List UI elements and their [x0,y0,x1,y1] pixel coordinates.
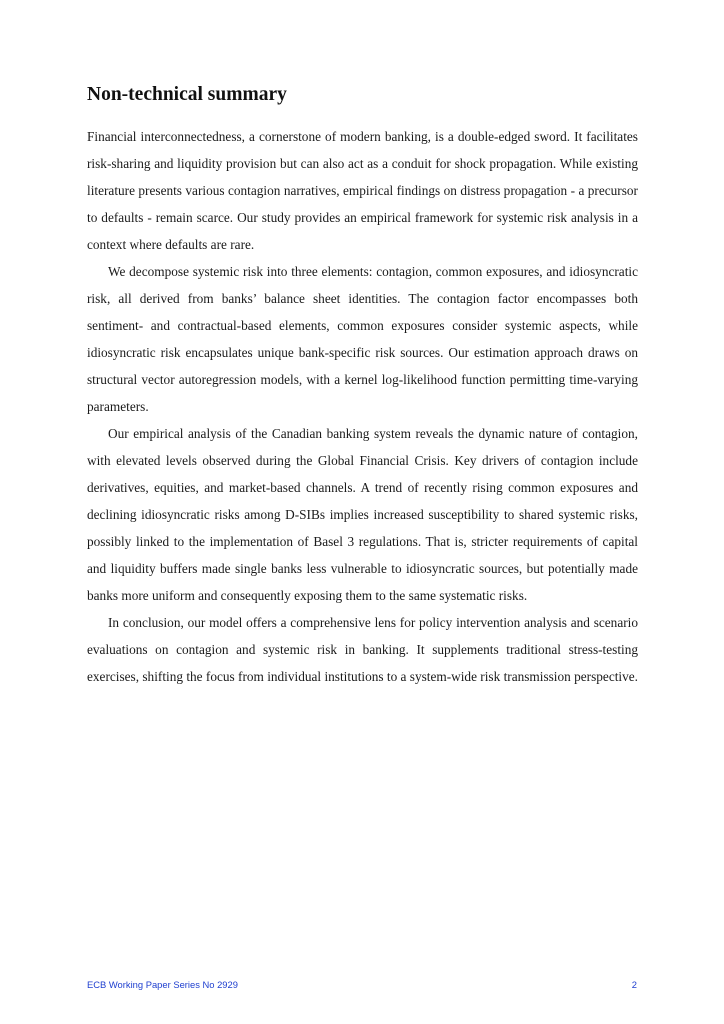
paragraph-2: We decompose systemic risk into three elements: contagion, common exposures, and idiosyncratic risk, all derived from banks’ balance sheet identities. The contagion factor encompasses both sentiment- and contractual-based elements, common exposures consider systemic aspects, while idiosyncratic risk encapsulates unique bank-specific risk sources. Our estimation approach draws on structural vector autoregression models, with a kernel log-likelihood function permitting time-varying parameters. [87,264,638,414]
summary-body [87,123,638,690]
footer-page-number: 2 [631,979,637,990]
paragraph-4: In conclusion, our model offers a comprehensive lens for policy intervention analysis and scenario evaluations on contagion and systemic risk in banking. It supplements traditional stress-testing exercises, shifting the focus from individual institutions to a system-wide risk transmission perspective. [87,615,638,684]
footer-series-label: ECB Working Paper Series No 2929 [87,979,238,990]
paragraph-3: Our empirical analysis of the Canadian banking system reveals the dynamic nature of contagion, with elevated levels observed during the Global Financial Crisis. Key drivers of contagion include derivatives, equities, and market-based channels. A trend of recently rising common exposures and declining idiosyncratic risks among D-SIBs implies increased susceptibility to shared systemic risks, possibly linked to the implementation of Basel 3 regulations. That is, stricter requirements of capital and liquidity buffers made single banks less vulnerable to idiosyncratic sources, but potentially made banks more uniform and consequently exposing them to the same systematic risks. [87,426,638,603]
paragraph-1: Financial interconnectedness, a cornerstone of modern banking, is a double-edged sword. It facilitates risk-sharing and liquidity provision but can also act as a conduit for shock propagation. While existing literature presents various contagion narratives, empirical findings on distress propagation - a precursor to defaults - remain scarce. Our study provides an empirical framework for systemic risk analysis in a context where defaults are rare. [87,129,638,252]
section-heading: Non-technical summary [87,84,287,105]
